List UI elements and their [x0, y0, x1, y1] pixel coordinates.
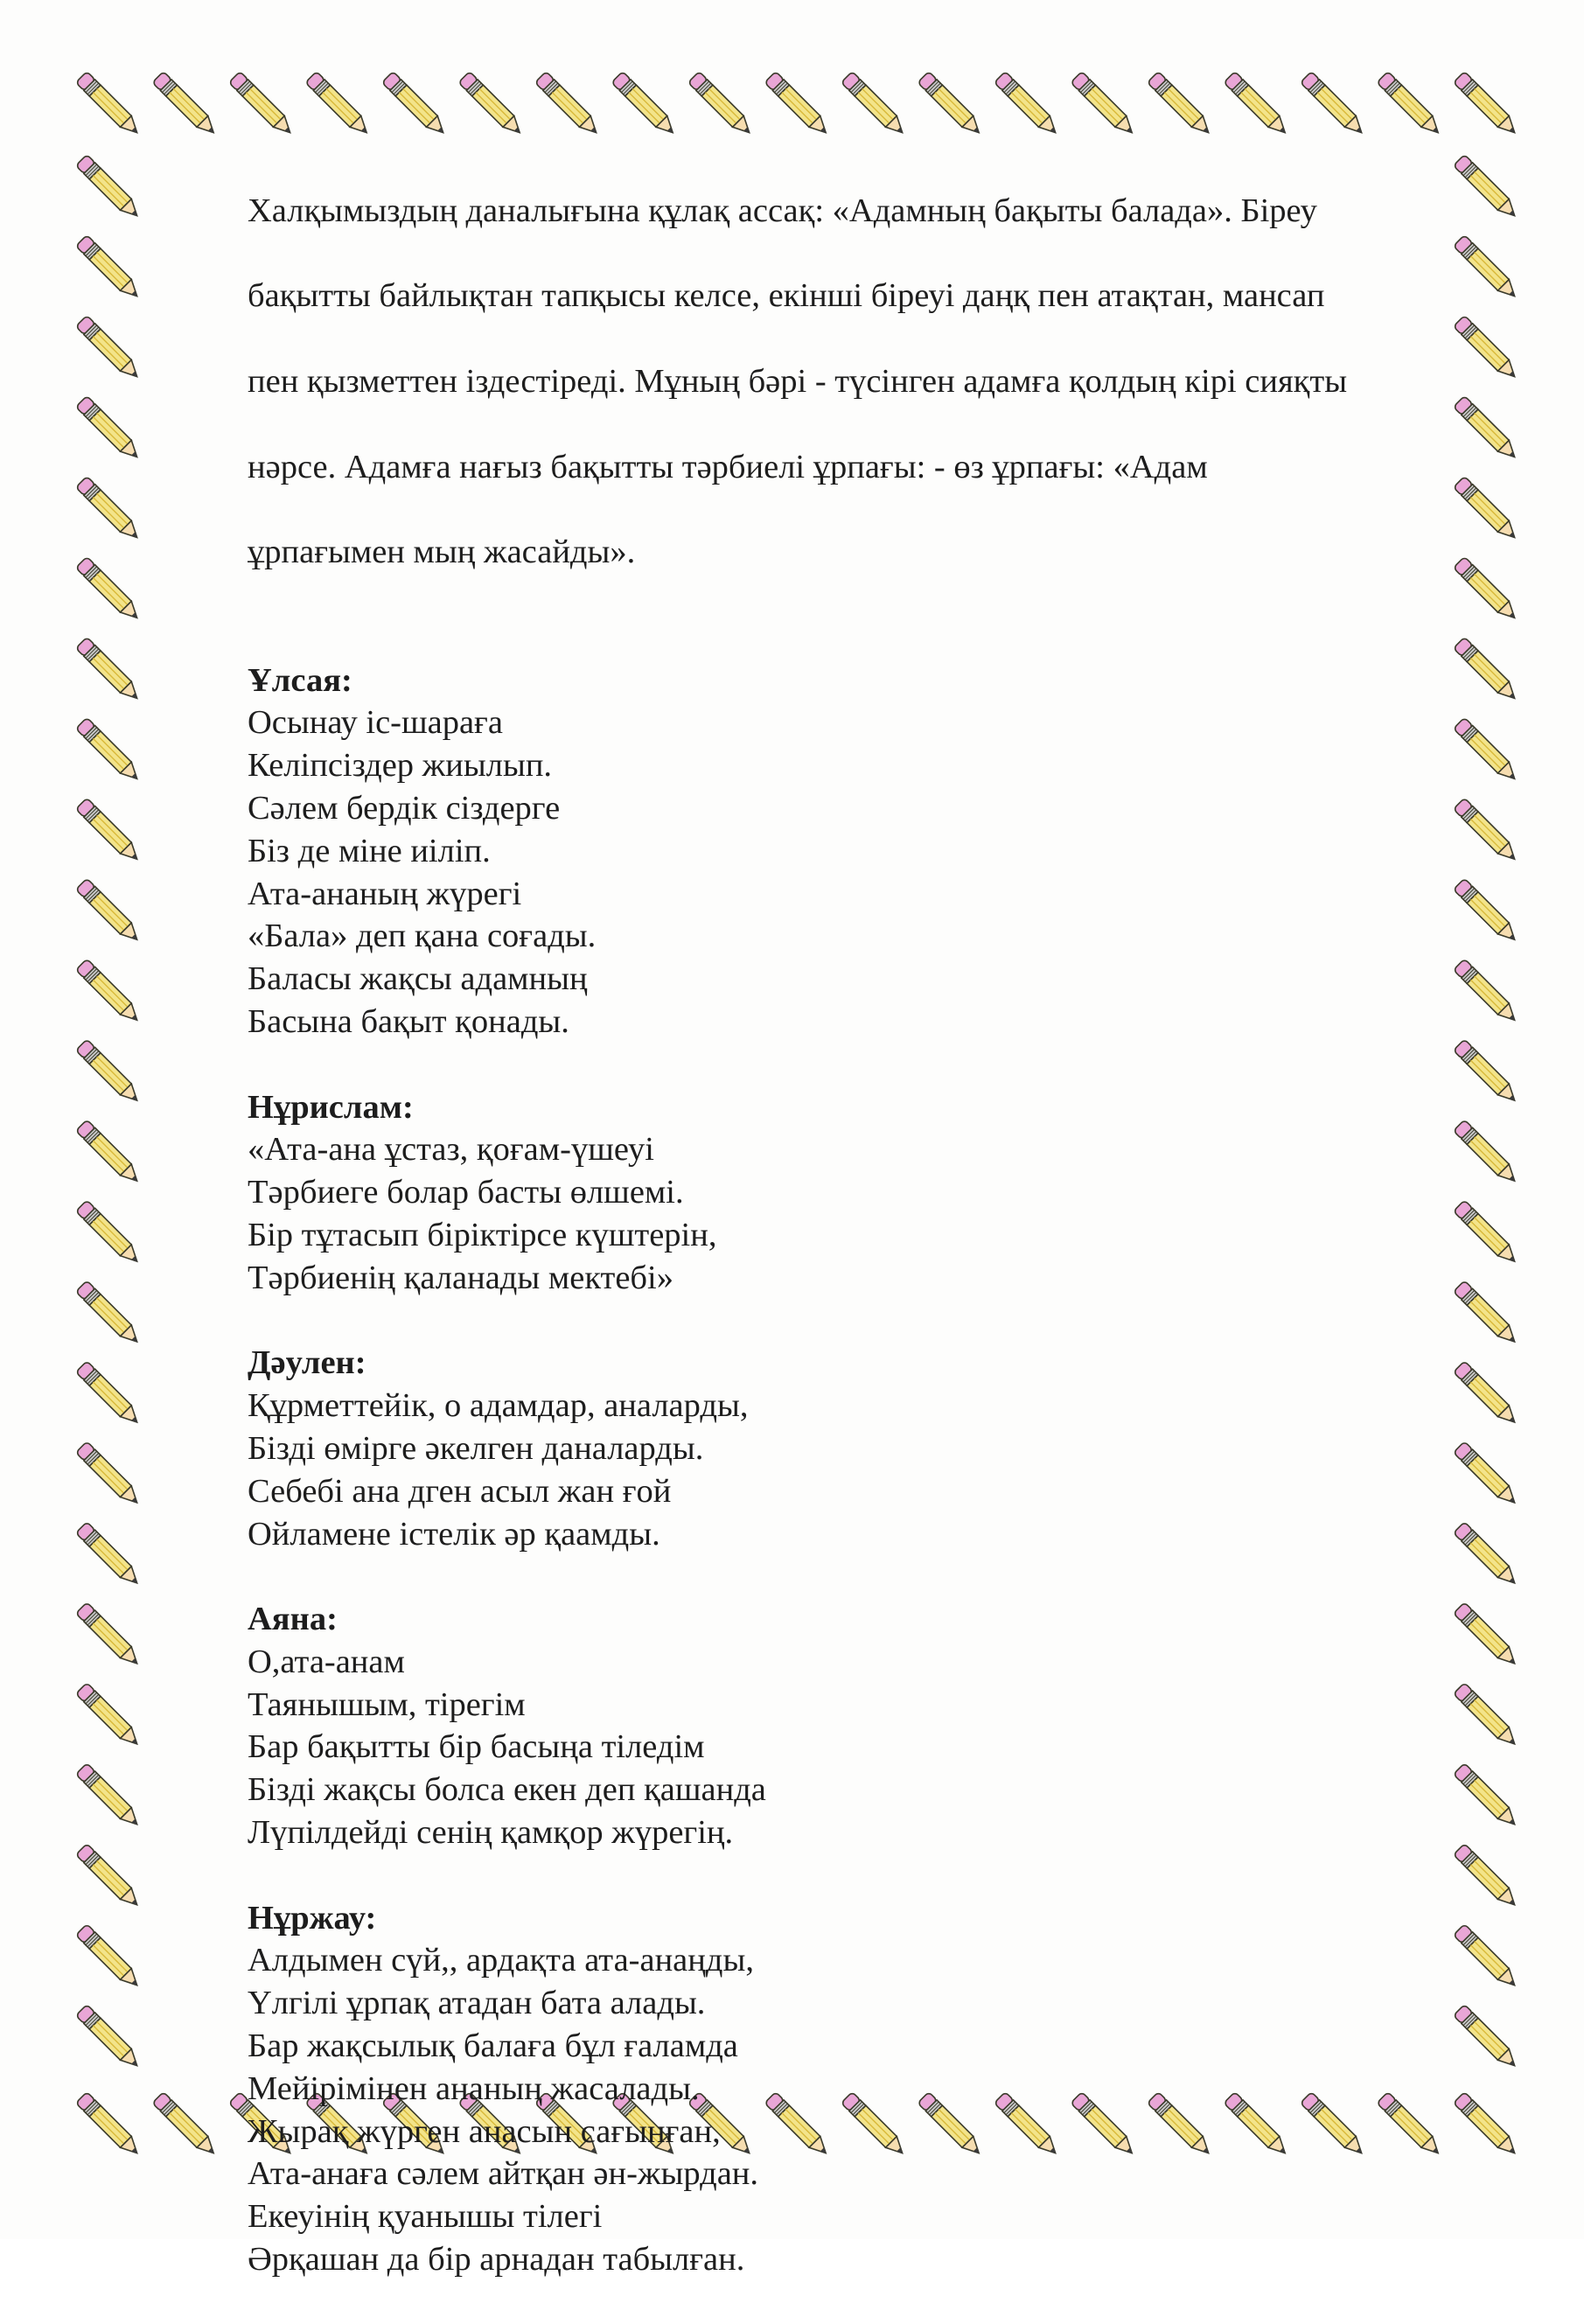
verse-line: Ата-ананың жүрегі: [248, 875, 522, 912]
pencil-icon: [611, 72, 679, 139]
document-text: [248, 147, 1490, 2324]
pencil-icon: [841, 72, 909, 139]
pencil-icon: [458, 72, 526, 139]
pencil-icon: [152, 72, 220, 139]
pencil-icon: [76, 1361, 143, 1428]
intro-line: бақытты байлықтан тапқысы келсе, екінші біреуі даңқ пен атақтан, мансап: [248, 277, 1325, 315]
verse-line: Тәрбиеге болар басты өлшемі.: [248, 1174, 684, 1211]
pencil-icon: [535, 72, 603, 139]
speaker-name: Нұрислам:: [248, 1088, 414, 1126]
verse-line: Құрметтейік, о адамдар, аналарды,: [248, 1387, 749, 1425]
verse-line: Басына бақыт қонады.: [248, 1002, 569, 1040]
pencil-icon: [764, 72, 832, 139]
pencil-icon: [76, 1522, 143, 1589]
verse-line: Лүпілдейді сенің қамқор жүрегің.: [248, 1814, 734, 1852]
verse-line: Баласы жақсы адамның: [248, 960, 588, 998]
pencil-icon: [76, 235, 143, 303]
pencil-icon: [76, 155, 143, 222]
pencil-icon: [1071, 72, 1138, 139]
verse-line: Жырақ жүрген анасын сағынған,: [248, 2112, 721, 2150]
verse-line: Бар жақсылық балаға бұл ғаламда: [248, 2027, 738, 2065]
pencil-icon: [76, 2092, 143, 2160]
pencil-icon: [305, 72, 373, 139]
verse-line: Ата-анаға сәлем айтқан ән-жырдан.: [248, 2155, 759, 2193]
pencil-icon: [76, 1683, 143, 1750]
intro-line: ұрпағымен мың жасайды».: [248, 534, 636, 571]
pencil-icon: [76, 878, 143, 946]
verse-line: Бір тұтасып біріктірсе күштерін,: [248, 1216, 717, 1253]
pencil-icon: [76, 637, 143, 704]
verse-line: Таянышым, тірегім: [248, 1685, 526, 1723]
pencil-icon: [76, 556, 143, 624]
pencil-icon: [152, 2092, 220, 2160]
pencil-icon: [76, 396, 143, 464]
pencil-icon: [1148, 72, 1215, 139]
pencil-icon: [229, 72, 297, 139]
verse-line: Бар бақытты бір басыңа тіледім: [248, 1728, 705, 1766]
pencil-icon: [76, 1441, 143, 1509]
stanza-daulen: [248, 1342, 1490, 1555]
pencil-icon: [76, 1200, 143, 1267]
verse-line: Ойламене істелік әр қаамды.: [248, 1515, 660, 1553]
verse-line: Әрқашан да бір арнадан табылған.: [248, 2241, 745, 2279]
verse-line: Себебі ана дген асыл жан ғой: [248, 1472, 672, 1510]
verse-line: Келіпсіздер жиылып.: [248, 747, 553, 785]
verse-line: Мейірімінен ананың жасалады.: [248, 2069, 700, 2107]
pencil-icon: [76, 1924, 143, 1992]
pencil-icon: [76, 798, 143, 865]
stanza-ulsaya: [248, 660, 1490, 1043]
pencil-icon: [76, 959, 143, 1026]
verse-line: Алдымен сүй,, ардақта ата-анаңды,: [248, 1942, 754, 1979]
pencil-icon: [76, 1844, 143, 1911]
pencil-icon: [918, 72, 985, 139]
verse-line: Бізді өмірге әкелген даналарды.: [248, 1429, 704, 1467]
pencil-icon: [76, 1281, 143, 1348]
pencil-icon: [76, 717, 143, 785]
pencil-icon: [1454, 72, 1521, 139]
verse-line: Екеуінің қуанышы тілегі: [248, 2198, 603, 2236]
speaker-name: Дәулен:: [248, 1344, 366, 1382]
speaker-name: Нұржау:: [248, 1899, 377, 1937]
pencil-icon: [1377, 72, 1444, 139]
verse-line: Бізді жақсы болса екен деп қашанда: [248, 1771, 766, 1809]
pencil-icon: [994, 72, 1062, 139]
intro-paragraph: [248, 147, 1490, 617]
speaker-name: Аяна:: [248, 1601, 338, 1638]
pencil-icon: [76, 1039, 143, 1106]
verse-line: Біз де міне иіліп.: [248, 832, 491, 869]
intro-line: Халқымыздың даналығына құлақ ассақ: «Адамның бақыты балада». Біреу: [248, 192, 1317, 229]
verse-line: Тәрбиенің қаланады мектебі»: [248, 1259, 673, 1296]
intro-line: нәрсе. Адамға нағыз бақытты тәрбиелі ұрпағы: - өз ұрпағы: «Адам: [248, 448, 1208, 485]
verse-line: Үлгілі ұрпақ атадан бата алады.: [248, 1985, 706, 2022]
stanza-nurzhau: [248, 1897, 1490, 2281]
stanza-ayana: [248, 1598, 1490, 1854]
verse-line: Осынау іс-шараға: [248, 704, 503, 742]
pencil-icon: [76, 476, 143, 543]
pencil-icon: [76, 1602, 143, 1670]
pencil-icon: [1301, 72, 1368, 139]
verse-line: Сәлем бердік сіздерге: [248, 789, 561, 827]
stanza-nurislam: [248, 1086, 1490, 1300]
pencil-icon: [76, 1763, 143, 1831]
pencil-icon: [688, 72, 756, 139]
pencil-icon: [382, 72, 450, 139]
pencil-icon: [76, 72, 143, 139]
pencil-icon: [76, 316, 143, 383]
intro-line: пен қызметтен іздестіреді. Мұның бәрі - түсінген адамға қолдың кірі сияқты: [248, 362, 1348, 400]
pencil-icon: [76, 1120, 143, 1187]
speaker-name: Ұлсая:: [248, 661, 352, 699]
verse-line: «Бала» деп қана соғады.: [248, 918, 597, 955]
pencil-icon: [76, 2005, 143, 2072]
pencil-icon: [1224, 72, 1291, 139]
verse-line: «Ата-ана ұстаз, қоғам-үшеуі: [248, 1131, 654, 1169]
verse-line: О,ата-анам: [248, 1643, 405, 1680]
